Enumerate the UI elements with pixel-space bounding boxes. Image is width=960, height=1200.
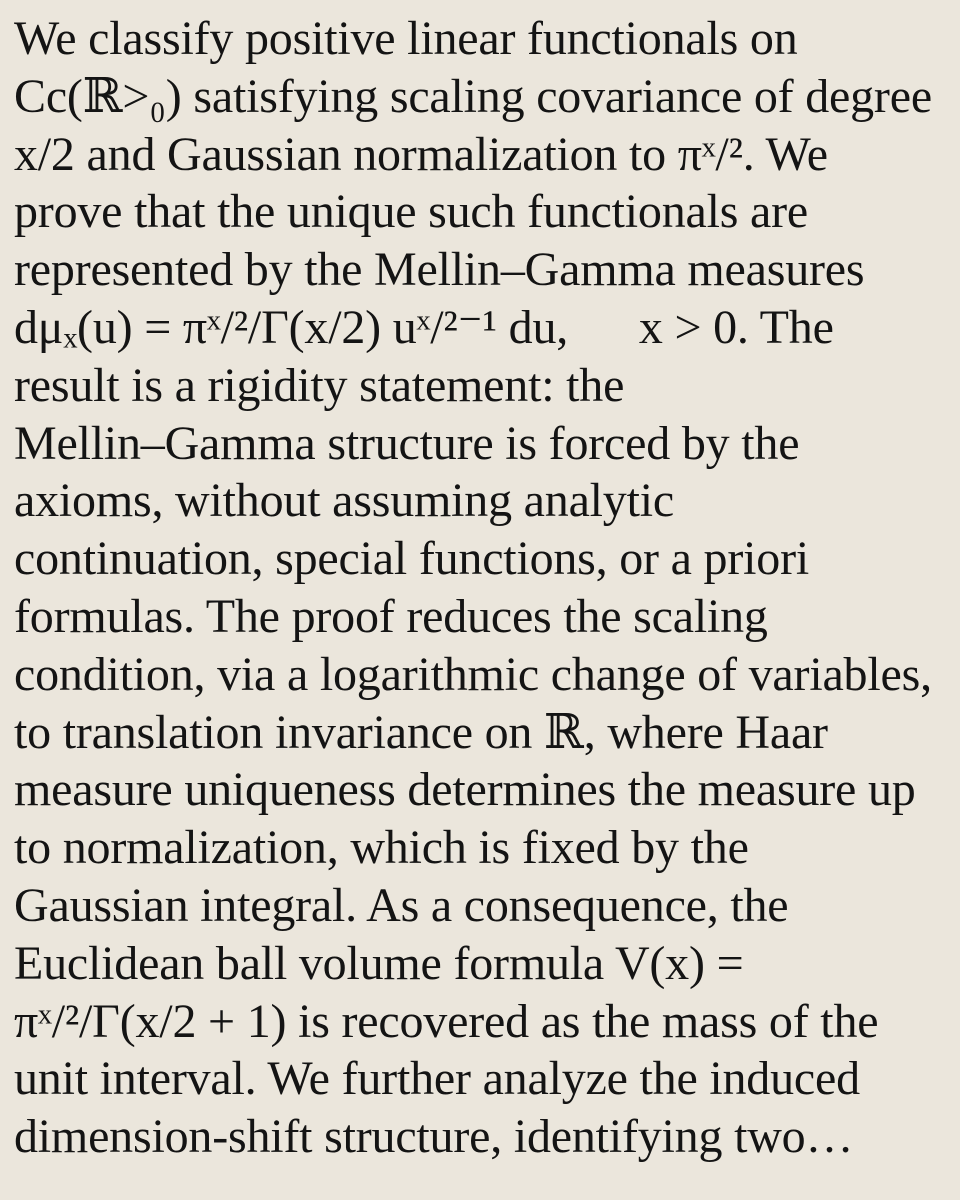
abstract-line-19: unit interval. We further analyze the induced	[14, 1052, 860, 1106]
abstract-line-11: formulas. The proof reduces the scaling	[14, 589, 768, 643]
abstract-line-1: We classify positive linear functionals on	[14, 12, 798, 65]
abstract-line-2: Cc(ℝ>₀) satisfying scaling covariance of degree	[14, 69, 932, 123]
abstract-line-17: Euclidean ball volume formula V(x) =	[14, 936, 744, 990]
abstract-line-14: measure uniqueness determines the measure up	[14, 763, 916, 817]
abstract-line-9: axioms, without assuming analytic	[14, 474, 674, 528]
abstract-line-7: result is a rigidity statement: the	[14, 358, 625, 412]
abstract-line-13: to translation invariance on ℝ, where Haar	[14, 705, 828, 759]
abstract-line-6: dμₓ(u) = πˣ/²/Γ(x/2) uˣ/²⁻¹ du, x > 0. The	[14, 300, 834, 354]
abstract-line-15: to normalization, which is fixed by the	[14, 821, 749, 875]
abstract-line-12: condition, via a logarithmic change of variables,	[14, 647, 932, 701]
abstract-line-4: prove that the unique such functionals are	[14, 185, 809, 239]
abstract-line-3: x/2 and Gaussian normalization to πˣ/². We	[14, 127, 828, 181]
abstract-line-16: Gaussian integral. As a consequence, the	[14, 878, 789, 932]
abstract-line-10: continuation, special functions, or a priori	[14, 532, 809, 586]
abstract-line-18: πˣ/²/Γ(x/2 + 1) is recovered as the mass of the	[14, 994, 879, 1048]
abstract-line-5: represented by the Mellin–Gamma measures	[14, 243, 865, 297]
abstract-line-8: Mellin–Gamma structure is forced by the	[14, 416, 800, 470]
abstract-line-20: dimension-shift structure, identifying two…	[14, 1110, 854, 1164]
